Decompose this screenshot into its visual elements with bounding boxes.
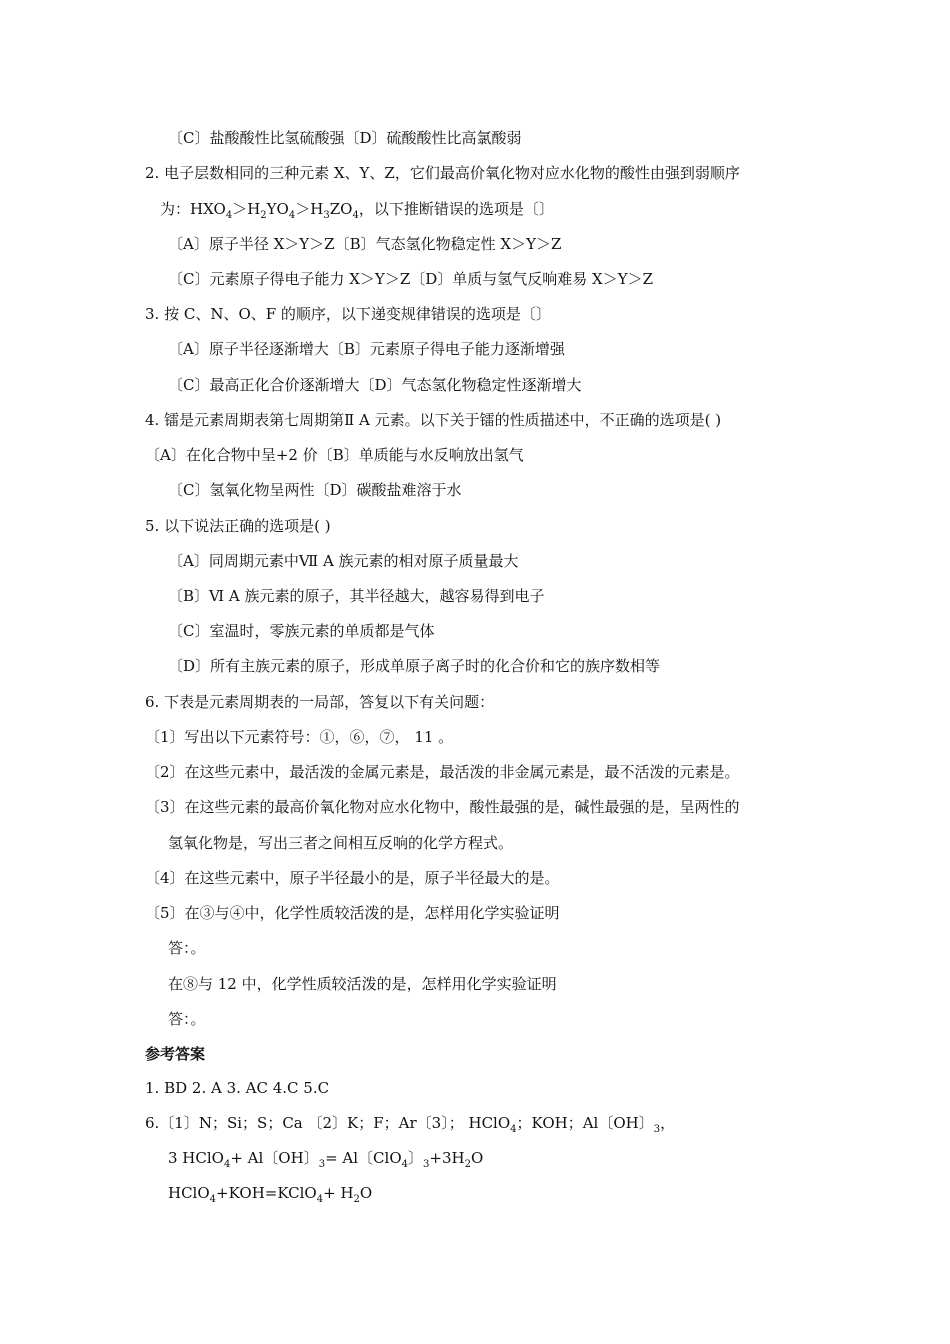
- text: 2. 电子层数相同的三种元素 X、Y、Z，它们最高价氧化物对应水化物的酸性由强到弱顺序: [145, 164, 740, 182]
- q3-options-ab: [168, 339, 565, 359]
- text: 氢氧化物是，写出三者之间相互反响的化学方程式。: [168, 834, 514, 852]
- q5-option-b: [168, 586, 544, 606]
- q6-stem: [145, 692, 494, 712]
- q6-part-5: [145, 903, 560, 923]
- q6-part-2: [145, 762, 740, 782]
- q4-options-ab: [145, 445, 524, 465]
- subscript: 4: [352, 210, 359, 221]
- q6-part-3: [145, 797, 740, 817]
- text: 〔2〕在这些元素中，最活泼的金属元素是，最活泼的非金属元素是，最不活泼的元素是。: [145, 763, 740, 781]
- subscript: 4: [223, 1159, 231, 1170]
- subscript: 4: [510, 1124, 517, 1135]
- text: HXO: [190, 200, 226, 218]
- subscript: 4: [225, 210, 233, 221]
- q3-stem: [145, 304, 551, 324]
- equation-1: [168, 1148, 483, 1168]
- text: O: [359, 1184, 373, 1202]
- answers-1-5: [145, 1078, 329, 1098]
- subscript: 4: [316, 1194, 324, 1205]
- text: YO: [266, 200, 289, 218]
- q2-stem-formula: [160, 199, 554, 219]
- text: 6.〔1〕N；Si；S；Ca 〔2〕K；F；Ar〔3〕； HClO: [145, 1114, 511, 1132]
- text: 〔A〕同周期元素中Ⅶ A 族元素的相对原子质量最大: [168, 552, 519, 570]
- text: = Al〔ClO: [325, 1149, 402, 1167]
- text: 3. 按 C、N、O、F 的顺序，以下递变规律错误的选项是〔〕: [145, 305, 551, 323]
- q6-part-5-answer: [168, 938, 206, 958]
- subscript: 4: [401, 1159, 408, 1170]
- text: +3H: [429, 1149, 465, 1167]
- text: 4. 镭是元素周期表第七周期第Ⅱ A 元素。以下关于镭的性质描述中，不正确的选项是( ): [145, 411, 722, 429]
- text: 为：: [160, 200, 191, 218]
- text: 〔4〕在这些元素中，原子半径最小的是，原子半径最大的是。: [145, 869, 560, 887]
- subscript: 3: [318, 1159, 326, 1170]
- text: 〔C〕氢氧化物呈两性〔D〕碳酸盐难溶于水: [168, 481, 462, 499]
- text: 〔5〕在③与④中，化学性质较活泼的是，怎样用化学实验证明: [145, 904, 560, 922]
- subscript: 3: [423, 1159, 430, 1170]
- text: 在⑧与 12 中，化学性质较活泼的是，怎样用化学实验证明: [168, 975, 557, 993]
- text: ＞H: [232, 200, 261, 218]
- q2-options-ab: [168, 234, 561, 254]
- text: 〔A〕原子半径 X＞Y＞Z〔B〕气态氢化物稳定性 X＞Y＞Z: [168, 235, 562, 253]
- subscript: 4: [288, 210, 296, 221]
- text: 〔C〕盐酸酸性比氢硫酸强〔D〕硫酸酸性比高氯酸弱: [168, 129, 522, 147]
- text: 3 HClO: [168, 1149, 224, 1167]
- text: 〔D〕所有主族元素的原子，形成单原子离子时的化合价和它的族序数相等: [168, 657, 661, 675]
- text: 〔1〕写出以下元素符号：①，⑥，⑦， 11 。: [145, 728, 454, 746]
- text: HClO: [168, 1184, 210, 1202]
- text: + Al〔OH〕: [230, 1149, 319, 1167]
- answers-6: [145, 1113, 675, 1133]
- q5-option-a: [168, 551, 519, 571]
- text: 6. 下表是元素周期表的一局部，答复以下有关问题：: [145, 693, 495, 711]
- subscript: 2: [260, 210, 267, 221]
- q3-options-cd: [168, 375, 582, 395]
- text: ZO: [329, 200, 353, 218]
- q4-stem: [145, 410, 721, 430]
- subscript: 2: [353, 1194, 360, 1205]
- subscript: 2: [464, 1159, 471, 1170]
- text: 5. 以下说法正确的选项是( ): [145, 517, 331, 535]
- q4-options-cd: [168, 480, 462, 500]
- q5-stem: [145, 516, 331, 536]
- text: 参考答案: [145, 1045, 206, 1063]
- text: 〕: [408, 1149, 424, 1167]
- q5-option-c: [168, 621, 434, 641]
- subscript: 3: [653, 1124, 661, 1135]
- text: ，以下推断错误的选项是〔〕: [358, 200, 554, 218]
- q6-part-5b: [168, 974, 557, 994]
- q6-part-4: [145, 868, 560, 888]
- q6-part-5b-answer: [168, 1009, 206, 1029]
- text: + H: [323, 1184, 354, 1202]
- text: 〔A〕原子半径逐渐增大〔B〕元素原子得电子能力逐渐增强: [168, 340, 565, 358]
- text: 答：。: [168, 1010, 206, 1028]
- text: 〔C〕最高正化合价逐渐增大〔D〕气态氢化物稳定性逐渐增大: [168, 376, 582, 394]
- text: O: [470, 1149, 484, 1167]
- q2-stem: [145, 163, 740, 183]
- text: +KOH=KClO: [216, 1184, 317, 1202]
- text: 1. BD 2. A 3. AC 4.C 5.C: [145, 1079, 330, 1097]
- text: ＞H: [295, 200, 324, 218]
- text: ，: [660, 1114, 676, 1132]
- text: 答：。: [168, 939, 206, 957]
- text: 〔B〕Ⅵ A 族元素的原子，其半径越大，越容易得到电子: [168, 587, 545, 605]
- equation-2: [168, 1183, 372, 1203]
- subscript: 4: [209, 1194, 217, 1205]
- text: 〔3〕在这些元素的最高价氧化物对应水化物中，酸性最强的是，碱性最强的是，呈两性的: [145, 798, 740, 816]
- q6-part-3-cont: [168, 833, 513, 853]
- text: ；KOH；Al〔OH〕: [516, 1114, 654, 1132]
- q1-options-cd: [168, 128, 522, 148]
- subscript: 3: [323, 210, 330, 221]
- text: 〔A〕在化合物中呈+2 价〔B〕单质能与水反响放出氢气: [145, 446, 524, 464]
- text: 〔C〕室温时，零族元素的单质都是气体: [168, 622, 435, 640]
- q5-option-d: [168, 656, 660, 676]
- answers-heading: [145, 1044, 205, 1064]
- q6-part-1: [145, 727, 453, 747]
- text: 〔C〕元素原子得电子能力 X＞Y＞Z〔D〕单质与氢气反响难易 X＞Y＞Z: [168, 270, 654, 288]
- q2-options-cd: [168, 269, 653, 289]
